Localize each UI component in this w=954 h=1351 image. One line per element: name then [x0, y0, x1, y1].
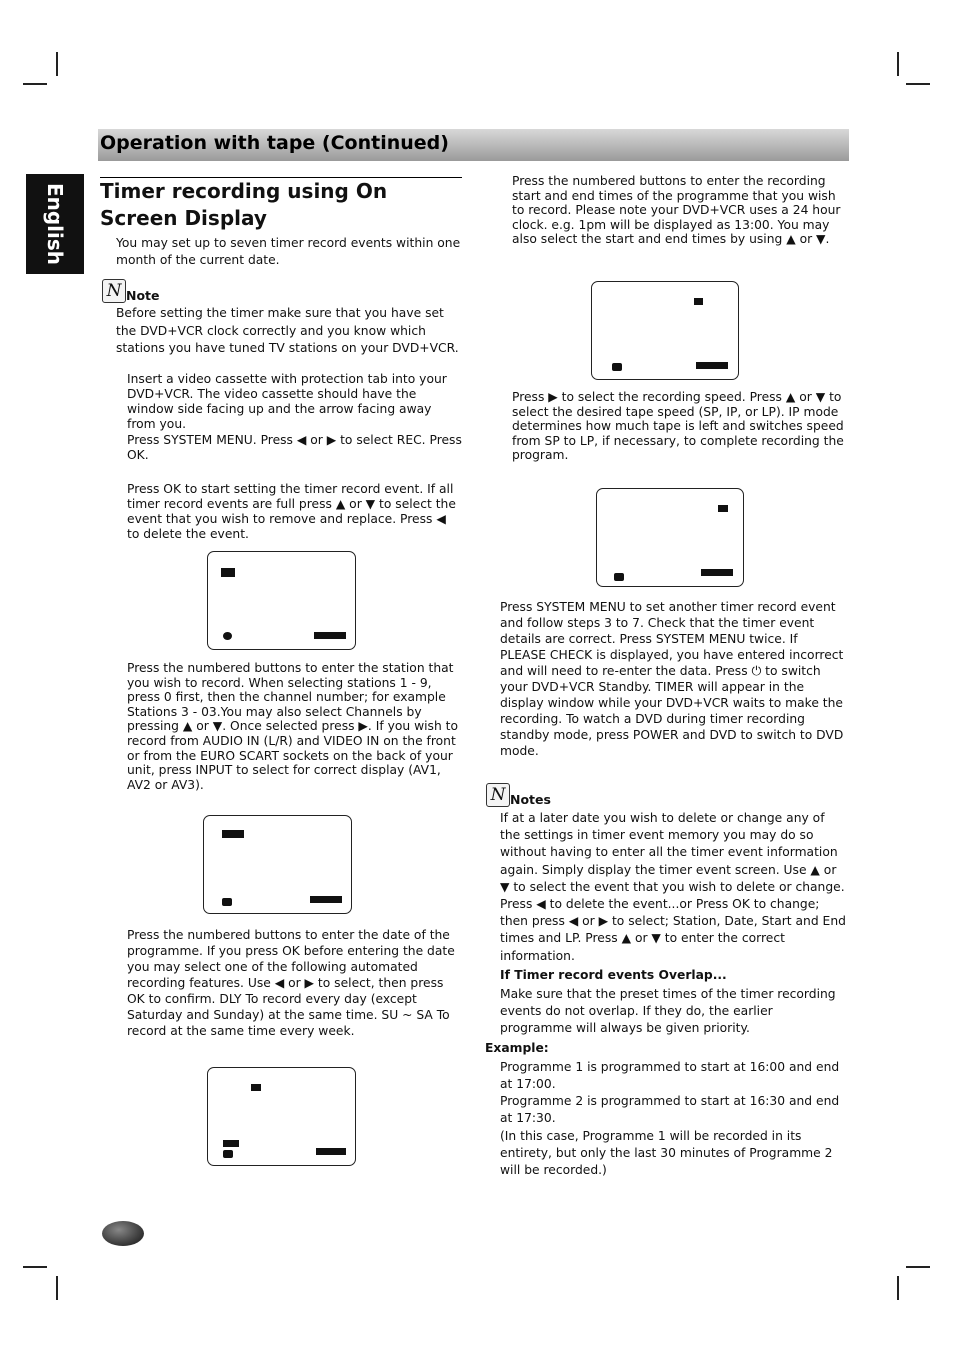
example-1: Programme 1 is programmed to start at 16:00 and end at 17:00. — [500, 1060, 840, 1091]
step-7: Press ▶ to select the recording speed. Press ▲ or ▼ to select the desired tape speed (SP, IP, or LP). IP mode determines how much tape is left and switches speed from SP to LP, if necessary, to complete recording the program. — [512, 390, 844, 462]
crop-mark — [56, 1276, 58, 1300]
osd-highlight — [221, 568, 235, 577]
language-label: English — [43, 182, 67, 266]
osd-icon — [222, 898, 232, 906]
section-title: Timer recording using On Screen Display — [100, 177, 462, 232]
crop-mark — [897, 52, 899, 76]
osd-highlight — [718, 505, 728, 512]
example-2: Programme 2 is programmed to start at 16:30 and end at 17:30. — [500, 1094, 840, 1125]
osd-icon — [223, 632, 232, 640]
overlap-text: Make sure that the preset times of the timer recording events do not overlap. If they do, the earlier programme will always be given priority. — [500, 987, 836, 1035]
osd-highlight — [694, 298, 703, 305]
osd-highlight — [223, 1140, 239, 1147]
osd-status-bar — [310, 896, 342, 903]
notes-icon: N — [486, 783, 510, 807]
osd-icon — [614, 573, 624, 581]
step-2: Press SYSTEM MENU. Press ◀ or ▶ to select REC. Press OK. — [127, 433, 462, 462]
osd-icon — [612, 363, 622, 371]
osd-icon — [223, 1150, 233, 1158]
crop-mark — [56, 52, 58, 76]
step-3: Press OK to start setting the timer record event. If all timer record events are full press ▲ or ▼ to select the event that you wish to remove and replace. Press ◀ to delete the event. — [127, 482, 456, 541]
osd-screen-3 — [207, 1067, 356, 1166]
osd-screen-5 — [596, 488, 744, 587]
osd-status-bar — [701, 569, 733, 576]
osd-highlight — [251, 1084, 261, 1091]
example-3: (In this case, Programme 1 will be recorded in its entirety, but only the last 30 minutes of Programme 2 will be recorded.) — [500, 1129, 833, 1177]
example-label: Example: — [485, 1041, 549, 1055]
crop-mark — [906, 1266, 930, 1268]
note-icon: N — [102, 279, 126, 303]
step-4: Press the numbered buttons to enter the station that you wish to record. When selecting stations 1 - 9, press 0 first, then the channel number; for example Stations 3 - 03.You may also select Channels by pressing ▲ or ▼. Once selected press ▶. If you wish to record from AUDIO IN (L/R) and VIDEO IN on the front or from the EURO SCART sockets on the back of your unit, press INPUT to select for correct display (AV1, AV2 or AV3). — [127, 661, 458, 792]
step-5: Press the numbered buttons to enter the date of the programme. If you press OK before entering the date you may select one of the following automated recording features. Use ◀ or ▶ to select, then press OK to confirm. DLY To record every day (except Saturday and Sunday) at the same time. SU ~ SA To record at the same time every week. — [127, 928, 455, 1038]
crop-mark — [23, 83, 47, 85]
osd-status-bar — [696, 362, 728, 369]
notes-text: If at a later date you wish to delete or change any of the settings in timer event memory you may do so without having to enter all the timer event information again. Simply display the timer event screen. Use ▲ or ▼ to select the event that you wish to delete or change. Press ◀ to delete the event...or Press OK to change; then press ◀ or ▶ to select; Station, Date, Start and End times and LP. Press ▲ or ▼ to enter the correct information. — [500, 811, 846, 963]
page-title: Operation with tape (Continued) — [100, 132, 449, 154]
osd-screen-2 — [203, 815, 352, 914]
intro-text: You may set up to seven timer record events within one month of the current date. — [116, 236, 461, 267]
crop-mark — [23, 1266, 47, 1268]
note-text: Before setting the timer make sure that you have set the DVD+VCR clock correctly and you know which stations you have tuned TV stations on your DVD+VCR. — [116, 306, 459, 355]
osd-status-bar — [316, 1148, 346, 1155]
page-number-badge — [102, 1221, 144, 1246]
overlap-heading: If Timer record events Overlap... — [500, 968, 727, 982]
notes-label: Notes — [510, 792, 551, 807]
osd-highlight — [222, 830, 244, 838]
osd-status-bar — [314, 632, 346, 639]
osd-screen-1 — [207, 551, 356, 650]
note-label: Note — [126, 288, 160, 303]
step-1: Insert a video cassette with protection tab into your DVD+VCR. The video cassette should have the window side facing up and the arrow facing away from you. — [127, 372, 447, 431]
step-6: Press the numbered buttons to enter the recording start and end times of the programme that you wish to record. Please note your DVD+VCR uses a 24 hour clock. e.g. 1pm will be displayed as 13:00. You may also select the start and end times by using ▲ or ▼. — [512, 174, 841, 246]
language-tab — [26, 174, 84, 274]
osd-screen-4 — [591, 281, 739, 380]
crop-mark — [906, 83, 930, 85]
step-8: Press SYSTEM MENU to set another timer record event and follow steps 3 to 7. Check that the timer event details are correct. Press SYSTEM MENU twice. If PLEASE CHECK is displayed, you have entered incorrect and will need to re-enter the data. Press ⏻ to switch your DVD+VCR Standby. TIMER will appear in the display window while your DVD+VCR waits to make the recording. To watch a DVD during timer recording standby mode, press POWER and DVD to switch to DVD mode. — [500, 600, 844, 758]
crop-mark — [897, 1276, 899, 1300]
